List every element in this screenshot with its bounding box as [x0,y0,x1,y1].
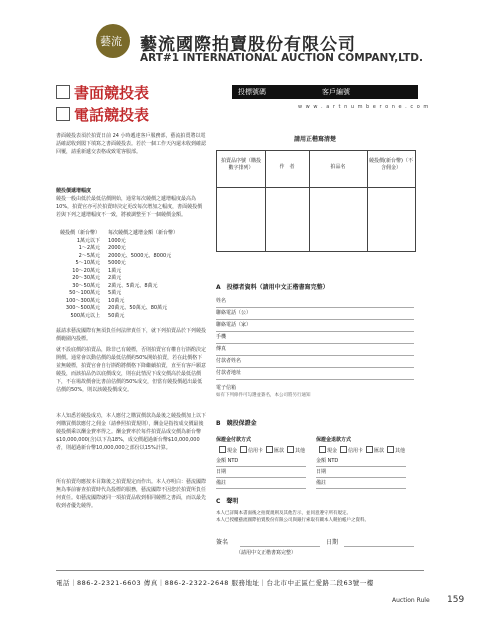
top-id-bar [232,85,418,99]
option-label: 現金 [327,448,338,454]
increment-row [56,283,182,291]
bidder-field[interactable] [216,357,414,368]
inc-header-1: 競投價（新台幣） [60,230,101,236]
bidder-field-label: 付款者姓名 [216,358,242,364]
client-label: 客戶編號 [322,88,350,96]
paragraph-no-reserve: 就不設底價的拍賣品，除非已有競標，否則拍賣官有權自行斟酌決定開價。通常會以動估價的最低估價約50%開始拍賣，若在此價格下並無競標，拍賣官會自行斟酌將價格下降繼續拍賣，直至有客戶願意競投，而該拍品仍以底價成交，則在此情況下成交價高於最低估價下，不在場故價會比書前估價的50%成交，但當有競投價超出最低估價的50%，則以該競投價成交。 [56,347,207,393]
date-field[interactable] [316,468,406,478]
bidder-field[interactable] [216,345,414,356]
increment-range: 1萬元以下 [76,237,101,244]
option-checkbox[interactable] [240,446,247,453]
bidder-field[interactable] [216,309,414,320]
increment-row [56,290,182,298]
sign-note: （請用中文正楷書寫完整） [236,550,297,556]
date2-label: 日期 [326,539,339,546]
note-label: 備註 [316,480,327,486]
option-label: 信用卡 [248,448,264,454]
inc-header-2: 每次競價之遞增金額（新台幣） [108,230,179,236]
increment-row [56,298,182,306]
date-field[interactable] [216,468,306,478]
increment-step: 20萬元、50萬元、80萬元 [108,305,168,311]
declaration-2: 本人已授權藝流國際拍賣股份有限公司與銀行索取有關本人競拍帳戶之資料。 [216,518,369,523]
company-logo [96,24,130,58]
note-field[interactable] [216,479,306,489]
increment-range: 100～300萬元 [65,297,101,304]
section-b-title: B 競投保證金 [216,420,257,427]
increments-note: 競投一般由低於最低估價開始，通常每次競價之遞增幅度最高為10%，拍賣官亦可於拍賣時決定更改每次增加之幅度，書面競投價若與下列之遞增幅度不一致，將被調整至下一個競價金額。 [56,196,203,218]
increment-row [56,313,182,321]
lot-table-title: 請用正楷寫清楚 [293,136,336,143]
bidder-field-label: 姓名 [216,298,227,304]
checkbox-phone[interactable] [56,107,70,121]
increments-title: 競投價遞增幅度 [56,188,92,194]
bidder-field-label: 手機 [216,334,227,340]
increment-row [56,305,182,313]
increment-step: 2萬元 [108,275,122,281]
amt-field[interactable] [316,457,406,467]
col-artist: 作 者 [279,164,295,170]
increment-range: 300～500萬元 [65,305,101,311]
increment-step: 2000元、5000元、8000元 [108,252,172,259]
sign-label: 簽名 [216,539,229,546]
increment-step: 5萬元 [108,290,122,296]
increment-range: 1～2萬元 [78,245,101,251]
title-written-bid[interactable] [56,82,149,103]
amt-field[interactable] [216,457,306,467]
increment-range: 5～10萬元 [75,260,101,266]
increment-range: 20～30萬元 [72,275,101,281]
checkbox-written[interactable] [56,85,70,99]
option-label: 匯款 [274,448,285,454]
pay-options [216,446,305,454]
paragraph-request: 茲請求藝流國際有無須負任何法律責任下，就下列拍賣品於下列競投價範圍內投標。 [56,328,207,342]
section-a-title: A 投標者資料（請用中文正楷書寫完整） [216,284,329,291]
increments-table [56,230,206,320]
date-label: 日期 [216,469,227,475]
increment-row [56,260,182,268]
title-phone-text: 電話競投表 [74,106,150,124]
title-written-text: 書面競投表 [74,84,150,102]
increment-step: 2萬元、5萬元、8萬元 [108,282,158,289]
increment-step: 2000元 [108,245,126,251]
option-label: 其他 [395,448,406,454]
option-checkbox[interactable] [319,446,326,453]
title-phone-bid[interactable] [56,104,149,125]
footer-contact: 電話｜886-2-2321-6603 傳真｜886-2-2322-2648 服務地址｜台北市中正區仁愛路二段63號一樓 [56,579,374,587]
bidder-field[interactable] [216,333,414,344]
amt-label: 金額 NTD [316,458,339,464]
company-name-zh: 藝流國際拍賣股份有限公司 [140,35,356,55]
paragraph-premium: 本人知悉若競投成功，本人應付之購買價款為最後之競投價加上以下列購買價款應付之佣金（請參照拍賣規則），酬金是指按成交價最後競投價乘以酬金費率得之。酬金費率於每件拍賣品成交價為新台幣$10,000,000(含)以下為18%，成交價超過新台幣$10,000,000者，則超過新台幣10,000,000之部份以15%計算。 [56,413,207,451]
col-title: 拍品名 [330,164,346,170]
email-note: 如有下列條件可勾選並簽名，本公司將另行通知 [216,393,311,398]
note-field[interactable] [316,479,406,489]
increment-row [56,253,182,261]
option-checkbox[interactable] [387,446,394,453]
footer-label: Auction Rule [392,597,430,604]
increment-step: 5000元 [108,260,126,266]
option-checkbox[interactable] [366,446,373,453]
refund-options [316,446,405,454]
increment-range: 10～20萬元 [72,267,101,274]
option-checkbox[interactable] [266,446,273,453]
intro-text: 書面競投表須於拍賣日前 24 小時遞達客戶服務部，藝流拍賣將以電話確認收到閣下填寫之書面競投表。若於一個工作天內還未收到確認回覆，請重新遞交表格或致電客服部。 [56,133,207,155]
footer-rule [56,570,424,571]
paddle-label: 投標號碼 [238,88,266,96]
page-number: 159 [447,595,465,605]
option-checkbox[interactable] [340,446,347,453]
increment-row [56,238,182,246]
increment-step: 1萬元 [108,267,122,274]
option-label: 現金 [227,448,238,454]
option-label: 其他 [295,448,306,454]
refund-method-title: 保證金退款方式 [316,437,352,443]
sign-field[interactable] [240,537,320,547]
section-c-title: C 聲明 [216,498,239,505]
col-bid: 競投價(新台幣)（不含佣金） [369,158,413,171]
lot-table[interactable] [216,150,416,252]
increment-step: 1000元 [108,237,126,244]
increment-range: 2～5萬元 [78,252,101,259]
date-label: 日期 [316,469,327,475]
bidder-field-label: 付款者地址 [216,370,242,376]
increment-step: 50萬元 [108,312,125,319]
option-checkbox[interactable] [287,446,294,453]
bidder-field-label: 聯絡電話（家） [216,322,252,328]
amt-label: 金額 NTD [216,458,239,464]
increment-range: 50～100萬元 [69,290,101,296]
increment-row [56,245,182,253]
website: w w w . a r t n u m b e r o n e . c o m [298,104,430,110]
date2-field[interactable] [344,537,414,547]
col-lot-number: 拍賣品序號（購投數字排列） [220,158,261,171]
pay-method-title: 保證金付款方式 [216,437,252,443]
option-label: 信用卡 [348,448,364,454]
bidder-field[interactable] [216,297,414,308]
option-checkbox[interactable] [219,446,226,453]
paragraph-rules: 所有拍賣均應按本目錄後之拍賣規定而作出。本人亦明白：藝流國際無為事前審查拍賣時代為投標的服務，藝流國際不因您於拍賣所負任何責任。如藝流國際就同一項拍賣品收到相同競標之書面，而以最先收到者優先競得。 [56,479,207,509]
email-label: 電子信箱 [216,385,237,391]
note-label: 備註 [216,480,227,486]
bidder-field[interactable] [216,369,414,380]
increment-range: 500萬元以上 [70,312,101,319]
increment-step: 10萬元 [108,297,125,304]
increment-range: 30～50萬元 [72,282,101,289]
logo-text: 藝流 [100,35,122,48]
increment-row [56,275,182,283]
increment-row [56,268,182,276]
bidder-field-label: 傳真 [216,346,227,352]
bidder-field[interactable] [216,321,414,332]
option-label: 匯款 [374,448,385,454]
declaration-1: 本人已詳閱本書面後之拍賣規則及其他告示，並同意遵守所有規定。 [216,511,351,516]
company-name-en: ART#1 INTERNATIONAL AUCTION COMPANY,LTD. [140,52,424,64]
bidder-field-label: 聯絡電話（公） [216,310,252,316]
